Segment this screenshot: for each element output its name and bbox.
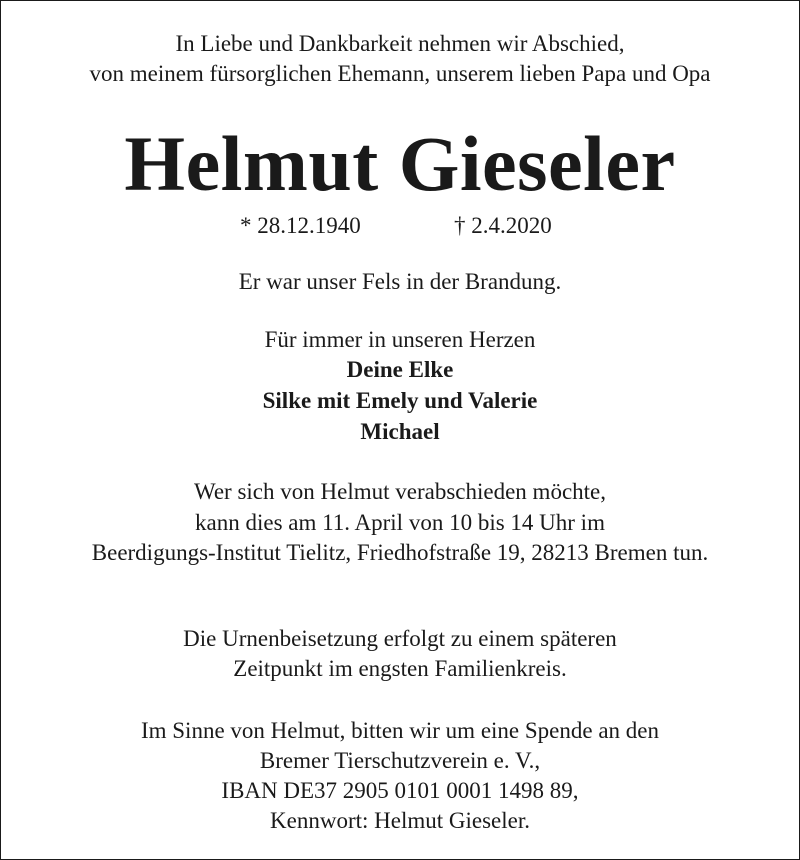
family-member-daughter: Silke mit Emely und Valerie [262,388,538,413]
donation-line-1: Im Sinne von Helmut, bitten wir um eine Spende an den [140,718,660,743]
motto: Er war unser Fels in der Brandung. [238,269,562,294]
farewell-line-3: Beerdigungs-Institut Tielitz, Friedhofstraße 19, 28213 Bremen tun. [91,540,709,565]
intro-line-2: von meinem fürsorglichen Ehemann, unserem lieben Papa und Opa [89,61,711,86]
death-date: † 2.4.2020 [454,213,552,238]
deceased-name: Helmut Gieseler [124,120,676,207]
farewell-line-1: Wer sich von Helmut verabschieden möchte, [193,479,606,504]
donation-line-2: Bremer Tierschutzverein e. V., [259,748,541,773]
burial-line-1: Die Urnenbeisetzung erfolgt zu einem späteren [183,626,617,651]
intro-line-1: In Liebe und Dankbarkeit nehmen wir Abschied, [175,31,625,56]
donation-keyword: Kennwort: Helmut Gieseler. [270,808,530,833]
family-intro: Für immer in unseren Herzen [264,327,536,352]
family-member-wife: Deine Elke [346,357,454,382]
family-member-son: Michael [360,419,440,444]
donation-iban: IBAN DE37 2905 0101 0001 1498 89, [221,778,579,803]
farewell-line-2: kann dies am 11. April von 10 bis 14 Uhr im [195,510,605,535]
birth-date: * 28.12.1940 [240,213,361,238]
burial-line-2: Zeitpunkt im engsten Familienkreis. [233,656,567,681]
